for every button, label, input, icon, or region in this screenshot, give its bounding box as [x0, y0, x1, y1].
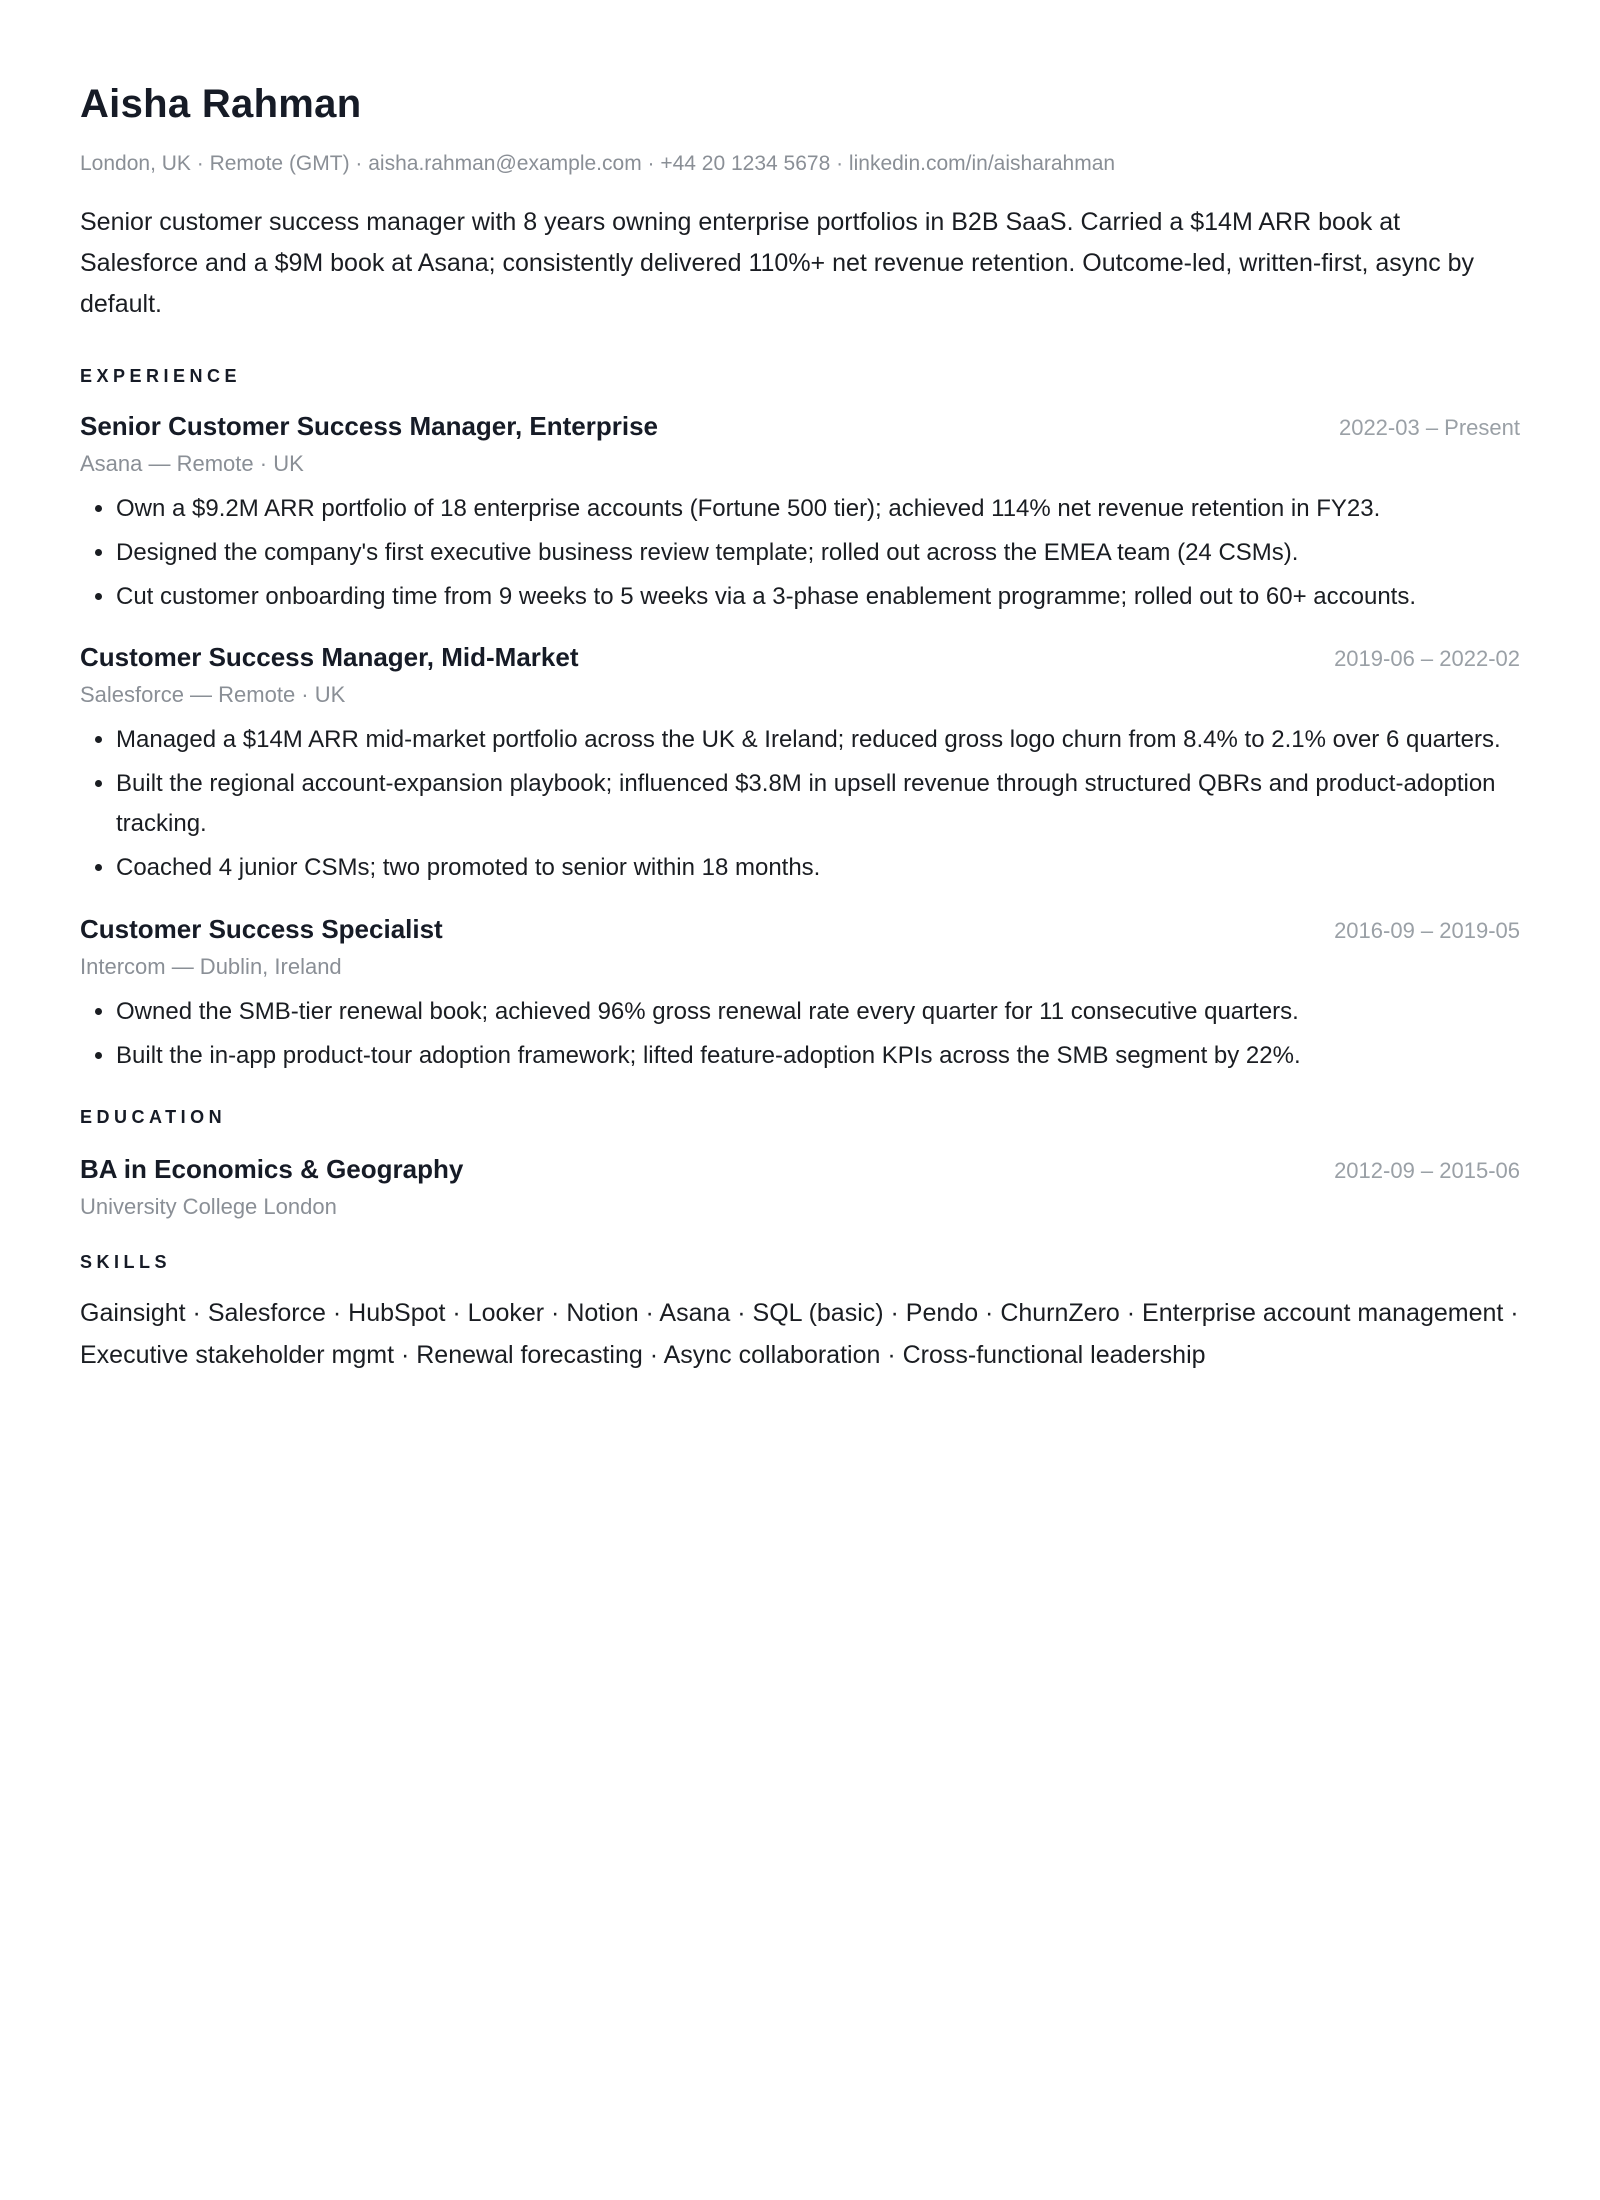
education-header — [80, 1152, 1520, 1188]
job-bullet: • Cut customer onboarding time from 9 weeks to 5 weeks via a 3-phase enablement programme; rolled out to 60+ accounts. — [116, 577, 1520, 617]
job-header — [80, 912, 1520, 948]
education-entry — [80, 1152, 1520, 1222]
job-dates: 2019-06 – 2022-02 — [1334, 646, 1520, 671]
job-bullet: • Owned the SMB-tier renewal book; achieved 96% gross renewal rate every quarter for 11 consecutive quarters. — [116, 992, 1520, 1032]
job-dates: 2022-03 – Present — [1338, 415, 1520, 440]
summary-paragraph: Senior customer success manager with 8 years owning enterprise portfolios in B2B SaaS. Carried a $14M ARR book at Salesforce and a $9M book at Asana; consistently delivered 110%+ net revenue retention. Outcome-led, written-first, async by default. — [80, 208, 1475, 318]
job-title: Customer Success Manager, Mid-Market — [80, 642, 579, 672]
education-dates: 2012-09 – 2015-06 — [1334, 1158, 1520, 1183]
school-name: University College London — [80, 1194, 337, 1219]
job-bullets — [80, 489, 1520, 617]
job-entry — [80, 640, 1520, 888]
job-organization: Asana — Remote · UK — [80, 451, 304, 476]
job-bullet: • Managed a $14M ARR mid-market portfolio across the UK & Ireland; reduced gross logo churn from 8.4% to 2.1% over 6 quarters. — [116, 720, 1520, 760]
job-bullet: • Designed the company's first executive business review template; rolled out across the EMEA team (24 CSMs). — [116, 533, 1520, 573]
job-bullets — [80, 720, 1520, 888]
job-entry — [80, 912, 1520, 1076]
skills-heading: SKILLS — [80, 1252, 172, 1272]
job-dates: 2016-09 – 2019-05 — [1334, 918, 1520, 943]
skills-list: Gainsight · Salesforce · HubSpot · Looker · Notion · Asana · SQL (basic) · Pendo · ChurnZero · Enterprise account management · Executive stakeholder mgmt · Renewal forecasting · Async collaboration · Cross-functional leadership — [80, 1299, 1519, 1369]
job-title: Senior Customer Success Manager, Enterprise — [80, 411, 658, 441]
job-header — [80, 640, 1520, 676]
job-organization: Salesforce — Remote · UK — [80, 682, 346, 707]
job-header — [80, 409, 1520, 445]
job-bullet: • Built the in-app product-tour adoption framework; lifted feature-adoption KPIs across the SMB segment by 22%. — [116, 1036, 1520, 1076]
job-bullets — [80, 992, 1520, 1076]
degree-title: BA in Economics & Geography — [80, 1154, 464, 1184]
job-bullet: • Own a $9.2M ARR portfolio of 18 enterprise accounts (Fortune 500 tier); achieved 114% net revenue retention in FY23. — [116, 489, 1520, 529]
job-organization: Intercom — Dublin, Ireland — [80, 954, 342, 979]
job-entry — [80, 409, 1520, 617]
candidate-name: Aisha Rahman — [80, 82, 362, 126]
job-title: Customer Success Specialist — [80, 914, 443, 944]
job-bullet: • Built the regional account-expansion playbook; influenced $3.8M in upsell revenue through structured QBRs and product-adoption tracking. — [116, 764, 1520, 844]
contact-line: London, UK · Remote (GMT) · aisha.rahman@example.com · +44 20 1234 5678 · linkedin.com/in/aisharahman — [80, 152, 1116, 175]
experience-heading: EXPERIENCE — [80, 366, 242, 386]
education-heading: EDUCATION — [80, 1107, 227, 1127]
job-bullet: • Coached 4 junior CSMs; two promoted to senior within 18 months. — [116, 848, 1520, 888]
